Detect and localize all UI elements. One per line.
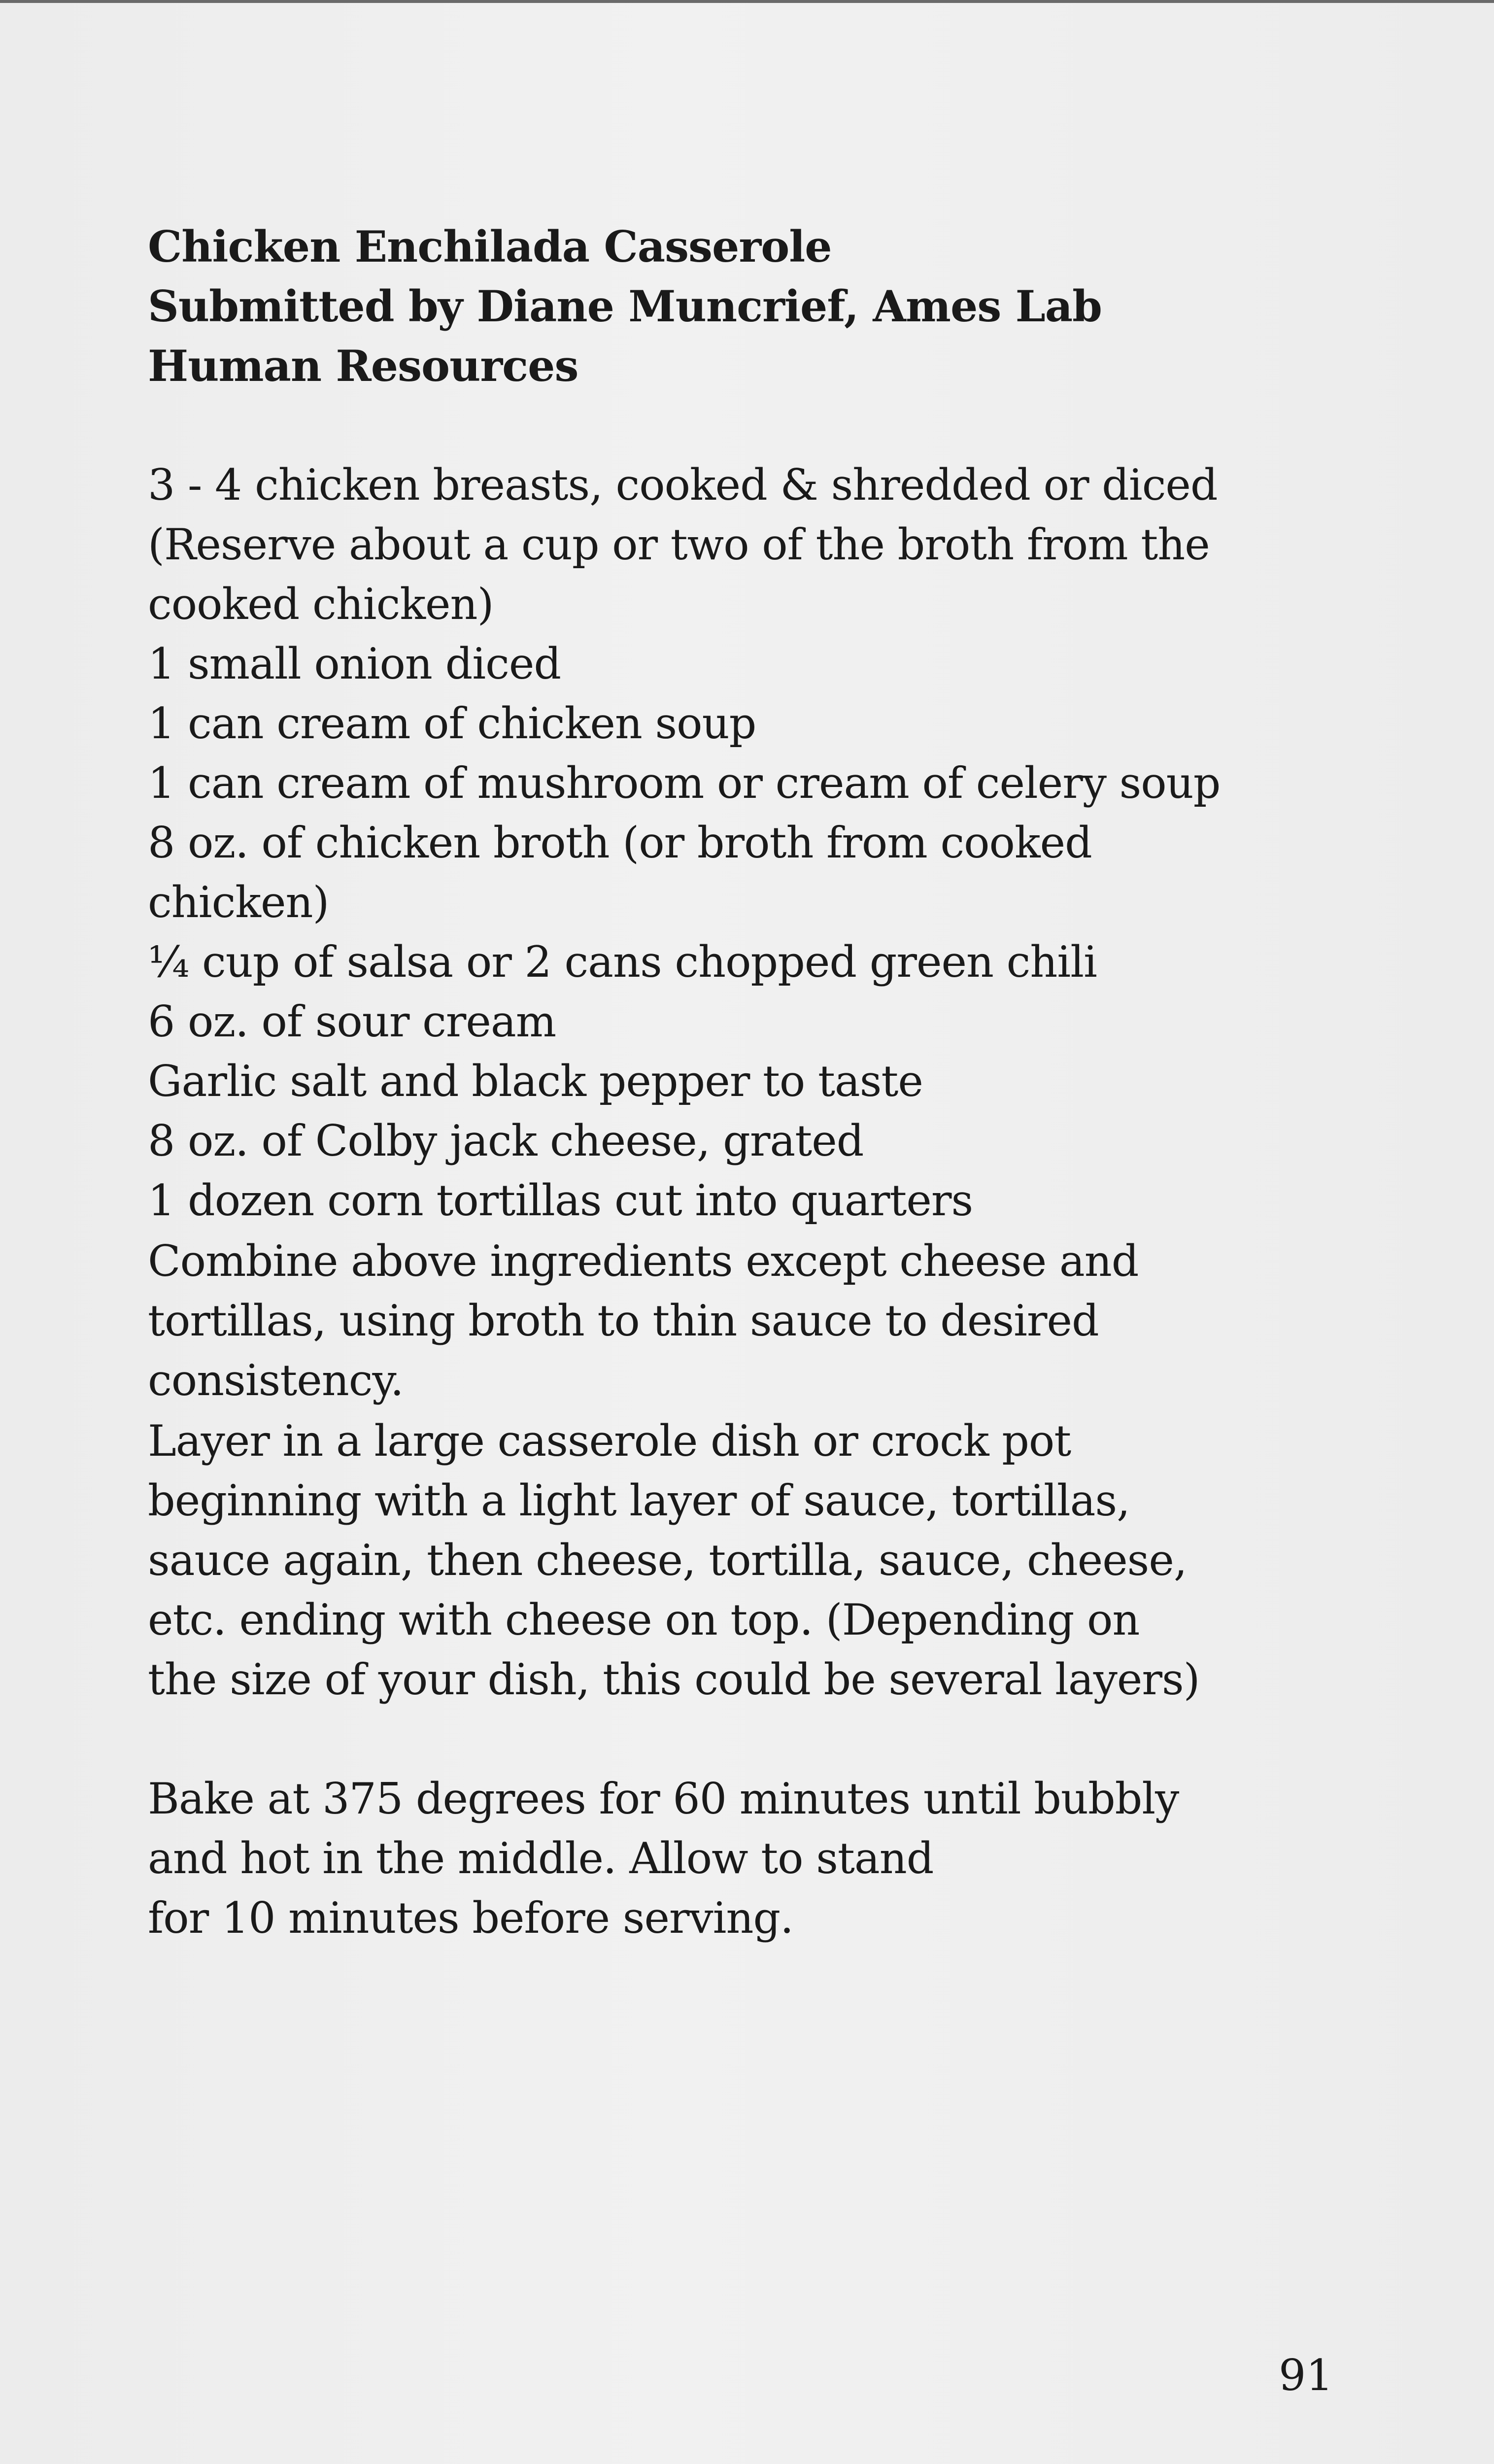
recipe-title: Chicken Enchilada Casserole bbox=[148, 221, 832, 272]
combine-paragraph bbox=[148, 1232, 1281, 1410]
ingredient-line: 6 oz. of sour cream bbox=[148, 996, 556, 1047]
instruction-line: Layer in a large casserole dish or crock pot bbox=[148, 1416, 1071, 1466]
ingredient-line: chicken) bbox=[148, 877, 329, 927]
instruction-line: Bake at 375 degrees for 60 minutes until bubbly bbox=[148, 1774, 1179, 1824]
instruction-line: consistency. bbox=[148, 1355, 404, 1405]
ingredient-line: cooked chicken) bbox=[148, 579, 494, 629]
recipe-heading bbox=[148, 217, 1281, 396]
ingredient-line: 1 can cream of mushroom or cream of celery soup bbox=[148, 758, 1221, 808]
recipe-department: Human Resources bbox=[148, 341, 578, 391]
ingredient-line: 1 small onion diced bbox=[148, 639, 561, 689]
instruction-line: etc. ending with cheese on top. (Depending on bbox=[148, 1595, 1140, 1645]
ingredient-list bbox=[148, 455, 1281, 1231]
page-number: 91 bbox=[1279, 2350, 1333, 2400]
layer-paragraph bbox=[148, 1411, 1281, 1710]
instruction-line: the size of your dish, this could be several layers) bbox=[148, 1654, 1200, 1705]
instruction-line: sauce again, then cheese, tortilla, sauce, cheese, bbox=[148, 1535, 1187, 1585]
ingredient-line: 8 oz. of Colby jack cheese, grated bbox=[148, 1116, 864, 1166]
page-top-edge bbox=[0, 0, 1494, 3]
instruction-line: and hot in the middle. Allow to stand bbox=[148, 1833, 934, 1883]
ingredient-line: 8 oz. of chicken broth (or broth from cooked bbox=[148, 818, 1092, 868]
recipe-content bbox=[148, 217, 1281, 1948]
instruction-line: for 10 minutes before serving. bbox=[148, 1893, 793, 1943]
ingredient-line: ¼ cup of salsa or 2 cans chopped green chili bbox=[148, 937, 1097, 987]
instruction-line: tortillas, using broth to thin sauce to desired bbox=[148, 1296, 1099, 1346]
ingredient-line: 1 dozen corn tortillas cut into quarters bbox=[148, 1175, 973, 1226]
recipe-submitter: Submitted by Diane Muncrief, Ames Lab bbox=[148, 281, 1102, 332]
instruction-line: beginning with a light layer of sauce, tortillas, bbox=[148, 1475, 1130, 1526]
instruction-line: Combine above ingredients except cheese and bbox=[148, 1236, 1139, 1286]
ingredient-line: (Reserve about a cup or two of the broth from the bbox=[148, 519, 1210, 570]
ingredient-line: Garlic salt and black pepper to taste bbox=[148, 1056, 923, 1106]
bake-paragraph bbox=[148, 1769, 1281, 1948]
ingredient-line: 3 - 4 chicken breasts, cooked & shredded or diced bbox=[148, 460, 1218, 510]
ingredient-line: 1 can cream of chicken soup bbox=[148, 698, 756, 749]
